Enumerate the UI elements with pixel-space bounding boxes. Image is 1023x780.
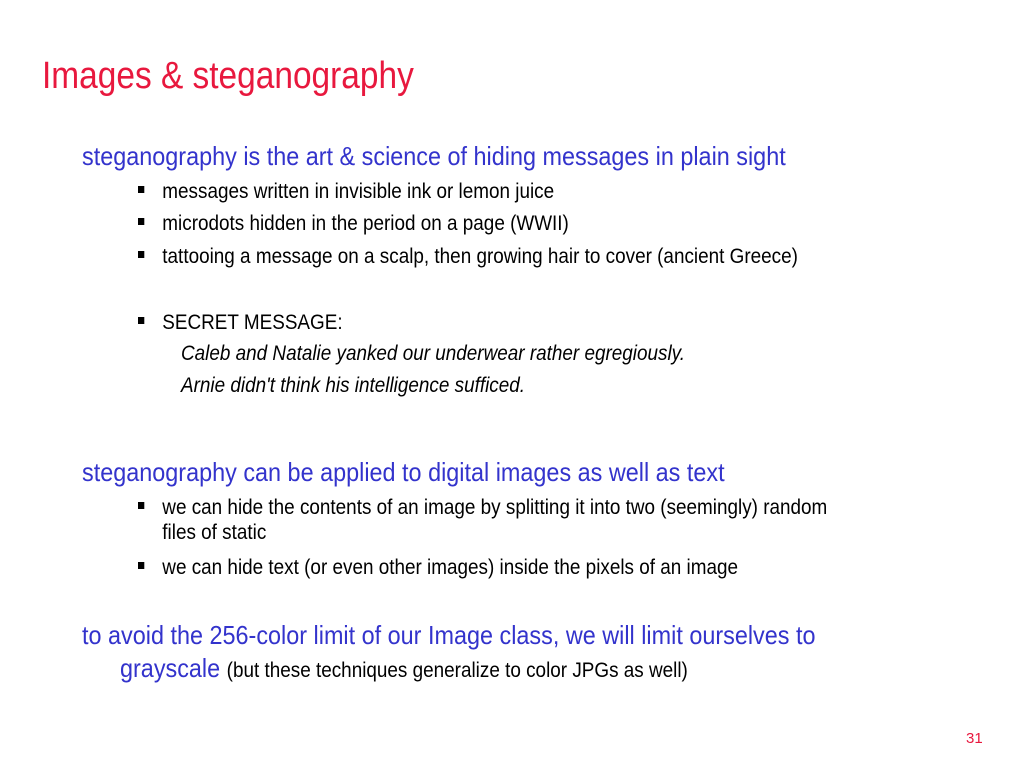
section3-line1: to avoid the 256-color limit of our Image class, we will limit ourselves to xyxy=(82,620,816,650)
section1-heading: steganography is the art & science of hiding messages in plain sight xyxy=(82,141,786,171)
list-item-text: files of static xyxy=(162,521,267,544)
grayscale-text: grayscale xyxy=(120,653,221,683)
secret-message-label: SECRET MESSAGE: xyxy=(162,311,343,334)
section3-note: (but these techniques generalize to color JPGs as well) xyxy=(226,659,688,682)
square-bullet-icon xyxy=(138,251,144,258)
page-number: 31 xyxy=(966,730,983,747)
list-item-text: we can hide text (or even other images) inside the pixels of an image xyxy=(162,556,739,579)
list-item-text: tattooing a message on a scalp, then growing hair to cover (ancient Greece) xyxy=(162,245,798,268)
list-item-text: messages written in invisible ink or lemon juice xyxy=(162,180,555,203)
section3-line2 xyxy=(120,653,688,684)
square-bullet-icon xyxy=(138,562,144,569)
section2-heading: steganography can be applied to digital images as well as text xyxy=(82,457,725,487)
square-bullet-icon xyxy=(138,502,144,509)
square-bullet-icon xyxy=(138,317,144,324)
secret-message-line: Caleb and Natalie yanked our underwear rather egregiously. xyxy=(181,342,685,365)
slide-title: Images & steganography xyxy=(42,55,414,97)
list-item-text: we can hide the contents of an image by splitting it into two (seemingly) random xyxy=(162,496,828,519)
square-bullet-icon xyxy=(138,218,144,225)
secret-message-line: Arnie didn't think his intelligence sufficed. xyxy=(181,374,526,397)
square-bullet-icon xyxy=(138,186,144,193)
list-item-text: microdots hidden in the period on a page (WWII) xyxy=(162,212,569,235)
